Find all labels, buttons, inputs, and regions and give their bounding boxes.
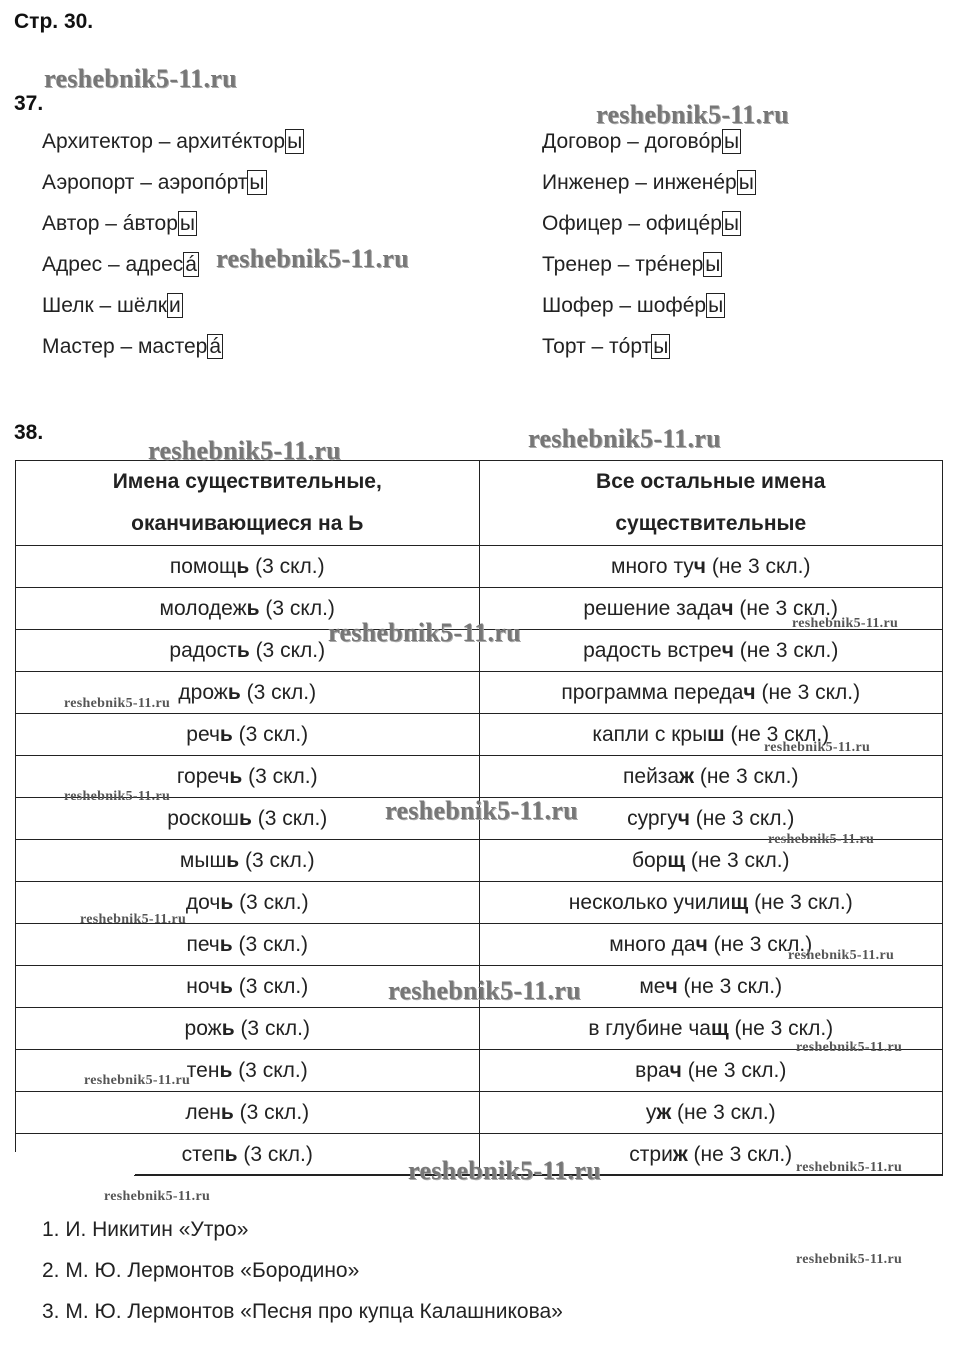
cell-text: (не 3 скл.) bbox=[733, 638, 839, 662]
word-pair-left-4 bbox=[42, 253, 199, 277]
highlighted-letter: ь bbox=[219, 932, 233, 956]
cell-right bbox=[479, 672, 943, 714]
highlighted-letter: ь bbox=[219, 974, 233, 998]
word-pair-left-3 bbox=[42, 212, 197, 236]
cell-text: (3 скл.) bbox=[232, 974, 309, 998]
cell-right bbox=[479, 882, 943, 924]
word-pair-text: Мастер – мастер bbox=[42, 335, 208, 358]
header-right-line1: Все остальные имена bbox=[596, 470, 826, 493]
highlighted-letter: щ bbox=[667, 848, 686, 872]
ex39-item-1: 1. И. Никитин «Утро» bbox=[42, 1218, 249, 1241]
highlighted-letter: ь bbox=[226, 848, 240, 872]
word-pair-text: Договор – договóр bbox=[542, 130, 722, 153]
cell-text: (не 3 скл.) bbox=[677, 974, 783, 998]
highlighted-letter: ж bbox=[672, 1142, 688, 1166]
cell-right bbox=[479, 630, 943, 672]
highlighted-letter: ь bbox=[220, 1100, 234, 1124]
cell-text: (не 3 скл.) bbox=[689, 806, 795, 830]
highlighted-letter: ь bbox=[219, 1058, 233, 1082]
ending-box: ы bbox=[705, 253, 721, 276]
cell-text: дрож bbox=[178, 680, 228, 704]
highlighted-letter: ч bbox=[693, 554, 706, 578]
highlighted-letter: ь bbox=[224, 1142, 238, 1166]
highlighted-letter: ь bbox=[246, 596, 260, 620]
word-pair-right-6 bbox=[542, 335, 670, 359]
cell-text: (3 скл.) bbox=[232, 1058, 308, 1082]
highlighted-letter: ч bbox=[677, 806, 690, 830]
cell-right bbox=[479, 756, 943, 798]
highlighted-letter: ч bbox=[695, 932, 708, 956]
cell-text: (3 скл.) bbox=[240, 680, 317, 704]
word-pair-text: Автор – áвтор bbox=[42, 212, 178, 235]
cell-text: много ту bbox=[611, 554, 694, 578]
cell-text: (не 3 скл.) bbox=[724, 722, 830, 746]
word-pair-left-5 bbox=[42, 294, 183, 318]
cell-text: гореч bbox=[176, 764, 230, 788]
watermark: reshebnik5-11.ru bbox=[796, 1160, 903, 1175]
highlighted-letter: ь bbox=[227, 680, 241, 704]
word-pair-text: Тренер – трéнер bbox=[542, 253, 704, 276]
watermark: reshebnik5-11.ru bbox=[796, 1252, 903, 1267]
cell-text: (3 скл.) bbox=[242, 764, 318, 788]
word-pair-text: Инженер – инженéр bbox=[542, 171, 737, 194]
cell-text: решение зада bbox=[583, 596, 722, 620]
word-pair-right-5 bbox=[542, 294, 725, 318]
highlighted-letter: ч bbox=[721, 638, 734, 662]
cell-left bbox=[16, 546, 480, 588]
cell-text: капли с кры bbox=[592, 722, 708, 746]
word-pair-text: Торт – тóрт bbox=[542, 335, 652, 358]
ending-box: ы bbox=[653, 335, 669, 358]
watermark: reshebnik5-11.ru bbox=[792, 616, 899, 631]
cell-text: много да bbox=[609, 932, 696, 956]
cell-text: (3 скл.) bbox=[234, 1016, 310, 1040]
table-corner-gap bbox=[14, 1152, 134, 1176]
watermark: reshebnik5-11.ru bbox=[385, 796, 578, 825]
watermark: reshebnik5-11.ru bbox=[64, 789, 171, 804]
cell-text: (не 3 скл.) bbox=[687, 1142, 793, 1166]
cell-text: (3 скл.) bbox=[249, 554, 325, 578]
word-pair-right-1 bbox=[542, 130, 741, 154]
cell-text: реч bbox=[186, 722, 220, 746]
table-header-row bbox=[16, 461, 943, 546]
watermark: reshebnik5-11.ru bbox=[216, 244, 409, 273]
ending-box: и bbox=[169, 294, 181, 317]
highlighted-letter: ь bbox=[219, 722, 233, 746]
cell-text: (не 3 скл.) bbox=[728, 1016, 834, 1040]
cell-text: (3 скл.) bbox=[233, 1100, 310, 1124]
watermark: reshebnik5-11.ru bbox=[388, 976, 581, 1005]
watermark: reshebnik5-11.ru bbox=[104, 1189, 211, 1204]
cell-left bbox=[16, 840, 480, 882]
cell-text: программа переда bbox=[561, 680, 744, 704]
highlighted-letter: щ bbox=[710, 1016, 729, 1040]
cell-text: несколько учили bbox=[568, 890, 731, 914]
cell-text: (3 скл.) bbox=[259, 596, 335, 620]
cell-text: сургу bbox=[627, 806, 678, 830]
cell-text: помощ bbox=[169, 554, 237, 578]
cell-text: в глубине ча bbox=[588, 1016, 711, 1040]
cell-text: у bbox=[645, 1100, 657, 1124]
exercise-37-number: 37. bbox=[14, 92, 44, 115]
cell-text: (не 3 скл.) bbox=[681, 1058, 787, 1082]
exercise-38-number: 38. bbox=[14, 421, 44, 444]
word-pair-text: Аэропорт – аэропóрт bbox=[42, 171, 248, 194]
highlighted-letter: ь bbox=[221, 1016, 235, 1040]
cell-text: бор bbox=[631, 848, 668, 872]
highlighted-letter: ь bbox=[220, 890, 234, 914]
page-header: Стр. 30. bbox=[14, 10, 94, 33]
cell-text: рож bbox=[184, 1016, 222, 1040]
cell-text: молодеж bbox=[159, 596, 247, 620]
highlighted-letter: ь bbox=[236, 638, 250, 662]
highlighted-letter: ь bbox=[239, 806, 252, 830]
word-pair-text: Шофер – шофéр bbox=[542, 294, 707, 317]
watermark: reshebnik5-11.ru bbox=[148, 436, 341, 465]
watermark: reshebnik5-11.ru bbox=[788, 948, 895, 963]
ending-box: á bbox=[209, 335, 222, 358]
cell-right bbox=[479, 546, 943, 588]
cell-text: тен bbox=[186, 1058, 220, 1082]
cell-text: (3 скл.) bbox=[249, 638, 326, 662]
word-pair-text: Офицер – офицéр bbox=[542, 212, 722, 235]
cell-text: лен bbox=[185, 1100, 221, 1124]
watermark: reshebnik5-11.ru bbox=[768, 832, 875, 847]
cell-text: роскош bbox=[167, 806, 240, 830]
cell-text: (3 скл.) bbox=[233, 890, 309, 914]
cell-right bbox=[479, 714, 943, 756]
highlighted-letter: ч bbox=[721, 596, 734, 620]
header-right bbox=[479, 461, 943, 546]
highlighted-letter: ж bbox=[679, 764, 694, 788]
ending-box: ы bbox=[287, 130, 303, 153]
watermark: reshebnik5-11.ru bbox=[64, 696, 171, 711]
highlighted-letter: ь bbox=[236, 554, 250, 578]
cell-text: стри bbox=[629, 1142, 673, 1166]
table-row bbox=[16, 546, 943, 588]
cell-text: (не 3 скл.) bbox=[755, 680, 861, 704]
word-pair-text: Шелк – шёлк bbox=[42, 294, 167, 317]
cell-text: (не 3 скл.) bbox=[694, 764, 799, 788]
word-pair-left-1 bbox=[42, 130, 304, 154]
watermark: reshebnik5-11.ru bbox=[528, 424, 721, 453]
cell-text: печ bbox=[186, 932, 220, 956]
word-pair-right-3 bbox=[542, 212, 741, 236]
cell-text: (не 3 скл.) bbox=[706, 554, 811, 578]
cell-text: (3 скл.) bbox=[239, 848, 315, 872]
ending-box: á bbox=[185, 253, 197, 276]
ex39-item-3: 3. М. Ю. Лермонтов «Песня про купца Калашникова» bbox=[42, 1300, 563, 1323]
watermark: reshebnik5-11.ru bbox=[408, 1156, 601, 1185]
cell-text: (не 3 скл.) bbox=[707, 932, 813, 956]
cell-text: радость встре bbox=[583, 638, 722, 662]
word-pair-right-2 bbox=[542, 171, 756, 195]
highlighted-letter: ш bbox=[707, 722, 725, 746]
ending-box: ы bbox=[738, 171, 754, 194]
cell-text: (3 скл.) bbox=[232, 722, 309, 746]
cell-text: (3 скл.) bbox=[251, 806, 328, 830]
header-left-line1: Имена существительные, bbox=[112, 470, 382, 493]
watermark: reshebnik5-11.ru bbox=[80, 912, 187, 927]
cell-left bbox=[16, 1008, 480, 1050]
word-pair-left-2 bbox=[42, 171, 267, 195]
cell-text: степ bbox=[181, 1142, 225, 1166]
highlighted-letter: ч bbox=[669, 1058, 682, 1082]
ending-box: ы bbox=[179, 212, 195, 235]
ending-box: ы bbox=[723, 212, 740, 235]
table-row bbox=[16, 1092, 943, 1134]
cell-text: пейза bbox=[623, 764, 680, 788]
watermark: reshebnik5-11.ru bbox=[796, 1040, 903, 1055]
highlighted-letter: ь bbox=[229, 764, 243, 788]
highlighted-letter: ж bbox=[656, 1100, 672, 1124]
watermark: reshebnik5-11.ru bbox=[44, 64, 237, 93]
cell-text: ноч bbox=[186, 974, 220, 998]
highlighted-letter: ч bbox=[665, 974, 678, 998]
cell-text: (3 скл.) bbox=[232, 932, 309, 956]
ending-box: ы bbox=[723, 130, 740, 153]
ending-box: ы bbox=[249, 171, 265, 194]
watermark: reshebnik5-11.ru bbox=[84, 1073, 191, 1088]
watermark: reshebnik5-11.ru bbox=[764, 740, 871, 755]
highlighted-letter: ч bbox=[743, 680, 756, 704]
word-pair-text: Адрес – адрес bbox=[42, 253, 184, 276]
header-right-line2: существительные bbox=[615, 512, 807, 535]
cell-text: доч bbox=[185, 890, 221, 914]
ex39-item-2: 2. М. Ю. Лермонтов «Бородино» bbox=[42, 1259, 360, 1282]
cell-text: (не 3 скл.) bbox=[671, 1100, 776, 1124]
cell-text: ме bbox=[639, 974, 666, 998]
cell-text: радост bbox=[169, 638, 237, 662]
header-left-line2: оканчивающиеся на Ь bbox=[131, 512, 364, 535]
cell-text: вра bbox=[635, 1058, 670, 1082]
cell-left bbox=[16, 1092, 480, 1134]
watermark: reshebnik5-11.ru bbox=[328, 618, 521, 647]
word-pair-right-4 bbox=[542, 253, 722, 277]
cell-left bbox=[16, 924, 480, 966]
watermark: reshebnik5-11.ru bbox=[596, 100, 789, 129]
cell-text: (не 3 скл.) bbox=[748, 890, 853, 914]
word-pair-left-6 bbox=[42, 335, 223, 359]
header-left bbox=[16, 461, 480, 546]
cell-text: (не 3 скл.) bbox=[733, 596, 839, 620]
cell-text: мыш bbox=[179, 848, 227, 872]
ending-box: ы bbox=[708, 294, 724, 317]
word-pair-text: Архитектор – архитéктор bbox=[42, 130, 286, 153]
highlighted-letter: щ bbox=[730, 890, 749, 914]
cell-left bbox=[16, 714, 480, 756]
cell-text: (не 3 скл.) bbox=[685, 848, 790, 872]
cell-text: (3 скл.) bbox=[237, 1142, 313, 1166]
cell-right bbox=[479, 1092, 943, 1134]
